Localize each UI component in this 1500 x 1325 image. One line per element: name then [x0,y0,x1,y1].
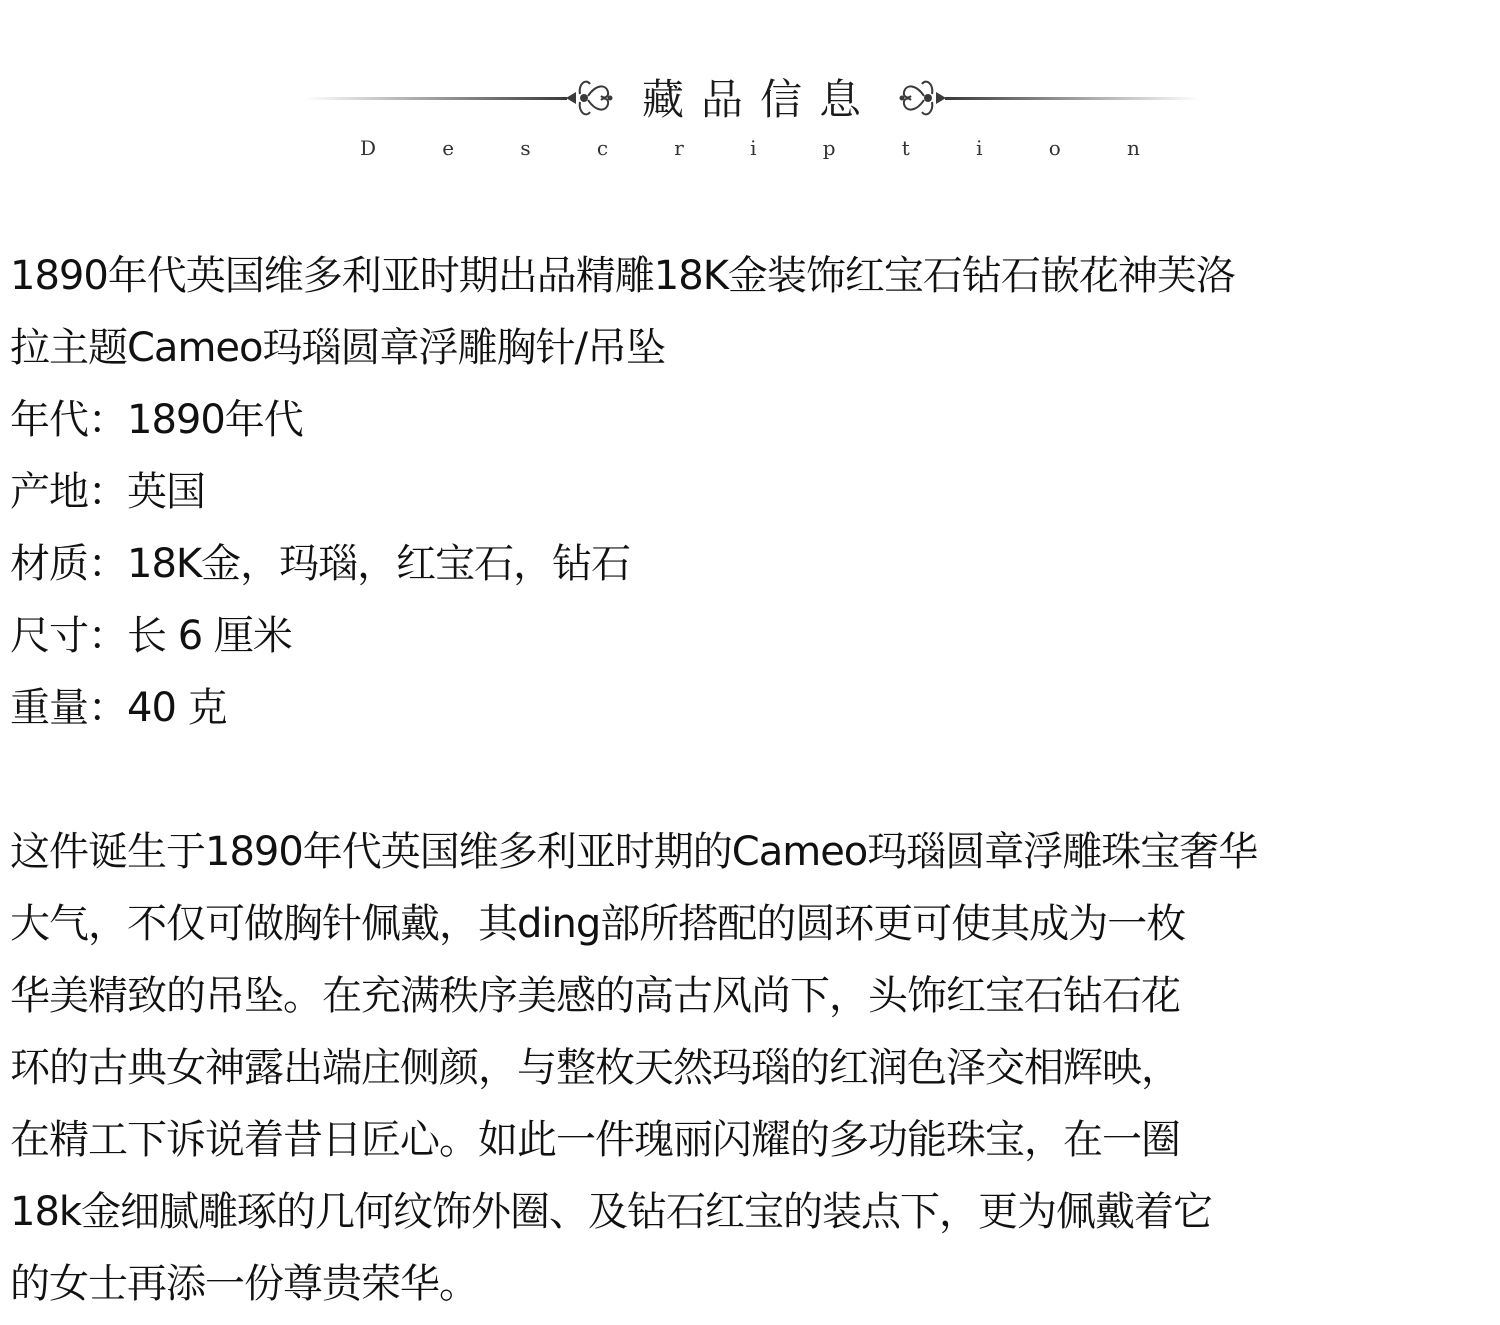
subtitle-letter: r [674,136,684,160]
description-line: 在精工下诉说着昔日匠心。如此一件瑰丽闪耀的多功能珠宝，在一圈 [10,1117,1180,1163]
subtitle-letter: o [1048,136,1061,160]
subtitle-letter: i [750,136,757,160]
spec-label: 年代： [10,397,127,443]
item-title-line: 拉主题Cameo玛瑙圆章浮雕胸针/吊坠 [10,325,665,371]
description-line: 18k金细腻雕琢的几何纹饰外圈、及钻石红宝的装点下，更为佩戴着它 [10,1189,1213,1235]
spec-era [10,384,1488,456]
right-divider-line [945,97,1200,100]
section-header [0,60,1500,170]
description-line: 华美精致的吊坠。在充满秩序美感的高古风尚下，头饰红宝石钻石花 [10,973,1180,1019]
subtitle-letter: n [1126,136,1140,160]
spec-value: 英国 [127,469,205,515]
spec-value: 长 6 厘米 [127,613,292,659]
spec-label: 材质： [10,541,127,587]
description-line: 大气，不仅可做胸针佩戴，其ding部所搭配的圆环更可使其成为一枚 [10,901,1186,947]
section-subtitle [360,136,1140,160]
spec-value: 1890年代 [127,397,303,443]
spec-label: 重量： [10,685,127,731]
right-flourish-icon [900,82,947,115]
spec-value: 18K金，玛瑙，红宝石，钻石 [127,541,631,587]
description-line: 的女士再添一份尊贵荣华。 [10,1261,478,1307]
subtitle-letter: D [360,136,377,160]
subtitle-letter: t [901,136,910,160]
left-divider-line [305,97,567,100]
spec-weight [10,672,1488,744]
spec-label: 产地： [10,469,127,515]
left-flourish-icon [566,82,613,115]
spec-size [10,600,1488,672]
spec-value: 40 克 [127,685,227,731]
spec-material [10,528,1488,600]
section-title: 藏品信息 [641,75,878,124]
spec-origin [10,456,1488,528]
subtitle-letter: p [822,136,836,160]
spec-label: 尺寸： [10,613,127,659]
item-details [10,240,1488,1320]
subtitle-letter: i [976,136,983,160]
subtitle-letter: c [596,136,609,160]
description-line: 这件诞生于1890年代英国维多利亚时期的Cameo玛瑙圆章浮雕珠宝奢华 [10,829,1258,875]
description-line: 环的古典女神露出端庄侧颜，与整枚天然玛瑙的红润色泽交相辉映， [10,1045,1180,1091]
item-title-line: 1890年代英国维多利亚时期出品精雕18K金装饰红宝石钻石嵌花神芙洛 [10,253,1235,299]
subtitle-letter: e [442,136,455,160]
paragraph-spacer [10,744,1488,816]
subtitle-letter: s [520,136,531,160]
